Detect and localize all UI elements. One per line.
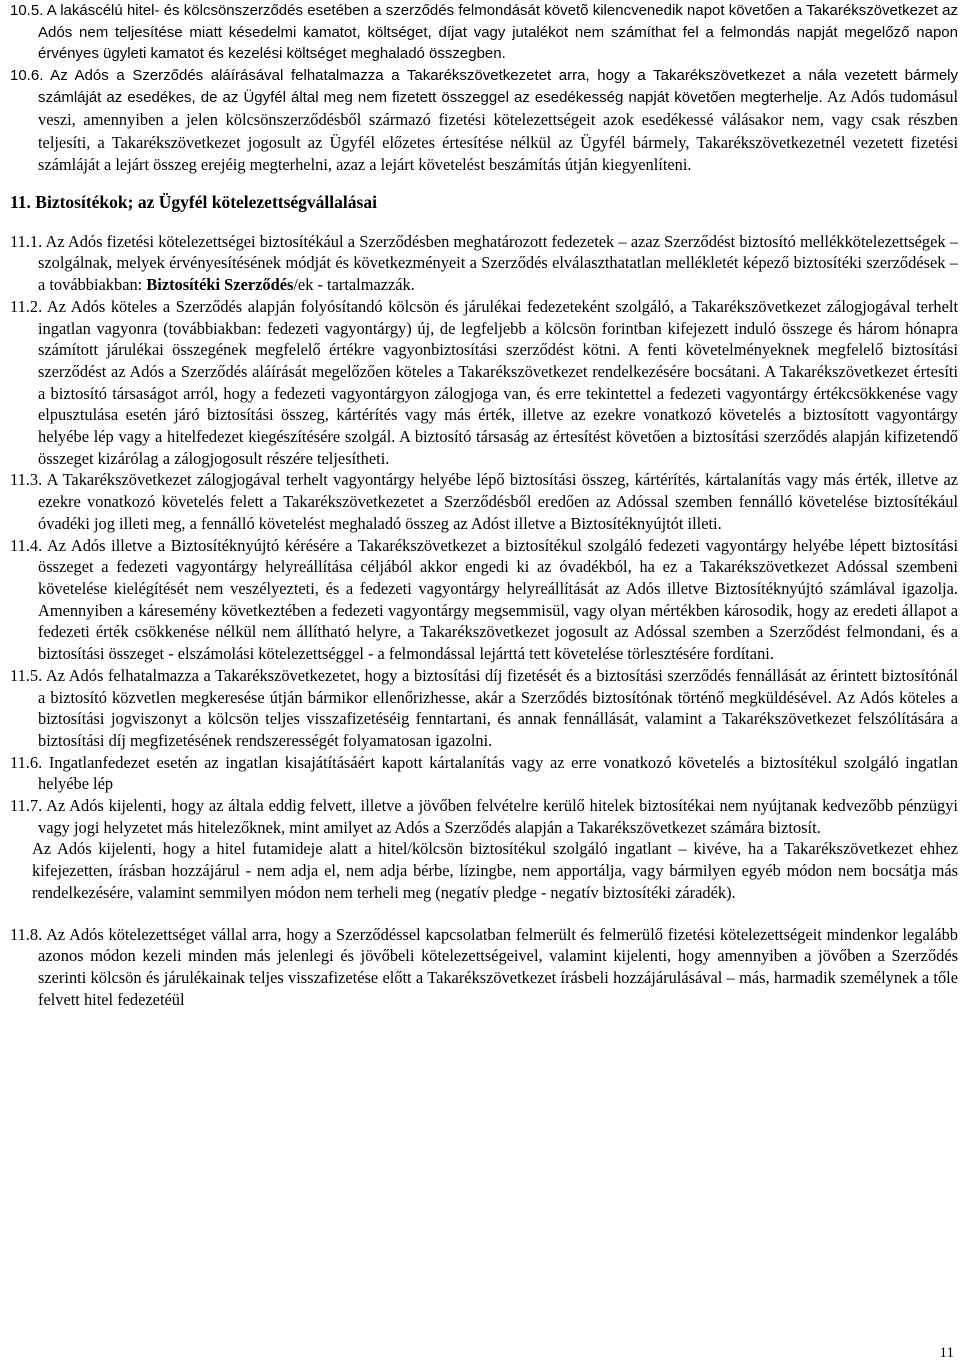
paragraph-11-8 <box>10 924 958 1011</box>
paragraph-10-6 <box>10 65 958 177</box>
page-number: 11 <box>939 1345 954 1361</box>
section-number: 11.8. <box>10 924 43 944</box>
paragraph-text: Az Adós felhatalmazza a Takarékszövetkezetet, hogy a biztosítási díj fizetését és a biztosítási szerződés fennállását az érintett biztosítónál a biztosító közvetlen megkeresése útján bármikor ellenőrizhesse, akár a Szerződés biztosítónak történő megküldésével. Az Adós köteles a biztosítási jogviszonyt a kölcsön teljes visszafizetéséig fenntartani, és annak fennállását, valamint a Takarékszövetkezet felszólítására a biztosítási díj megfizetésének rendszerességét folyamatosan igazolni. <box>38 665 958 750</box>
paragraph-text: A Takarékszövetkezet zálogjogával terhelt vagyontárgy helyébe lépő biztosítási összeg, kártérítés, kártalanítás vagy más érték, illetve az ezekre vonatkozó követelés felett a Takarékszövetkezetet a Szerződésből eredően az Adóssal szemben fennálló követelése biztosítékául óvadéki jog illeti meg, a fennálló követelést meghaladó összeg az Adóst illetve a Biztosítéknyújtót illeti. <box>38 470 958 533</box>
section-number: 10.5. <box>10 2 44 19</box>
paragraph-11-1 <box>10 231 958 296</box>
section-number: 11.5. <box>10 665 43 685</box>
section-number: 11.6. <box>10 752 43 772</box>
section-number: 10.6. <box>10 66 44 84</box>
document-page <box>10 0 958 1010</box>
paragraph-11-6 <box>10 752 958 795</box>
paragraph-text: Az Adós kötelezettséget vállal arra, hogy a Szerződéssel kapcsolatban felmerült és felmerülő fizetési kötelezettségeit mindenkor legalább azonos módon kezeli minden más jelenlegi és jövőbeli kötelezettségeivel, valamint kijelenti, hogy amennyiben a jövőben a Szerződés szerinti kölcsön és járulékainak teljes visszafizetése előtt a Takarékszövetkezet írásbeli hozzájárulásával – más, harmadik személynek a tőle felvett hitel fedezetéül <box>38 924 958 1009</box>
paragraph-text: Az Adós köteles a Szerződés alapján folyósítandó kölcsön és járulékai fedezeteként szolgáló, a Takarékszövetkezet zálogjogával terhelt ingatlan vagyonra (továbbiakban: fedezeti vagyontárgy) új, de legfeljebb a kölcsön forintban kifejezett induló összege és három hónapra számított járulékai összegének megfelelő értékre vagyonbiztosítási szerződést kötni. A fenti követelményeknek megfelelő biztosítási szerződést az Adós a Szerződés aláírását megelőzően köteles a Takarékszövetkezet rendelkezésére bocsátani. A Takarékszövetkezet értesíti a biztosító társaságot arról, hogy a fedezeti vagyontárgyon zálogjoga van, és erre tekintettel a fedezeti vagyontárgy értékcsökkenése vagy elpusztulása esetén járó biztosítási összeg, kártérítés vagy más érték, illetve az ezekre vonatkozó követelés a biztosított vagyontárgy helyébe lép vagy a hitelfedezet kiegészítésére szolgál. A biztosító társaság az értesítést követően a biztosítási szerződés alapján kifizetendő összeget kizárólag a zálogjogosult részére teljesítheti. <box>38 296 958 468</box>
paragraph-11-4 <box>10 535 958 665</box>
paragraph-10-5 <box>10 0 958 65</box>
paragraph-11-5 <box>10 665 958 752</box>
section-number: 11.3. <box>10 470 43 490</box>
section-number: 11.7. <box>10 796 43 816</box>
paragraph-text: Az Adós illetve a Biztosítéknyújtó kérésére a Takarékszövetkezet a biztosítékul szolgáló fedezeti vagyontárgy helyébe lépett biztosítási összeget a fedezeti vagyontárgy helyreállítása céljából akkor engedi ki az óvadékból, ha ez a Takarékszövetkezet Adóssal szembeni követelése kielégítését nem veszélyezteti, és a fedezeti vagyontárgy helyreállítását az Adós illetve Biztosítéknyújtó számlával igazolja. Amennyiben a káresemény következtében a fedezeti vagyontárgy megsemmisül, vagy olyan mértékben károsodik, hogy az eredeti állapot a fedezeti érték csökkenése nélkül nem állítható helyre, a Takarékszövetkezet jogosult az Adóssal szemben a Szerződést felmondani, és a biztosítási összeget - elszámolási kötelezettséggel - a felmondással lejárttá tett követelése törlesztésére fordítani. <box>38 535 958 664</box>
paragraph-11-7-continuation: Az Adós kijelenti, hogy a hitel futamideje alatt a hitel/kölcsön biztosítékul szolgáló ingatlant – kivéve, ha a Takarékszövetkezet ehhez kifejezetten, írásban hozzájárul - nem adja el, nem adja bérbe, lízingbe, nem apportálja, vagy bármilyen egyéb módon nem bocsátja más rendelkezésére, valamint semmilyen módon nem terheli meg (negatív pledge - negatív biztosítéki záradék). <box>32 839 958 902</box>
section-number: 11.2. <box>10 296 43 316</box>
paragraph-11-2 <box>10 296 958 470</box>
paragraph-11-3 <box>10 469 958 534</box>
section-number: 11.1. <box>10 231 43 251</box>
paragraph-text-sans: Az Adós a Szerződés aláírásával felhatalmazza a Takarékszövetkezetet arra, hogy a Takarékszövetkezet a nála vezetett bármely számláját az esedékes, de az Ügyfél által meg nem fizetett összeggel az esedékesség napját követően megterhelje. <box>38 66 958 107</box>
paragraph-text-serif: Az Adós tudomásul veszi, amennyiben a jelen kölcsönszerződésből származó fizetési kötelezettségeit azok esedékessé válásakor nem, vagy csak részben teljesíti, a Takarékszövetkezet jogosult az Ügyfél előzetes értesítése nélkül az Ügyfél bármely, Takarékszövetkezetnél vezetett fizetési számláját a lejárt összeg erejéig megterhelni, azaz a lejárt követelést beszámítás útján kiegyenlíteni. <box>38 87 958 175</box>
paragraph-text: Az Adós kijelenti, hogy az általa eddig felvett, illetve a jövőben felvételre kerülő hitelek biztosítékai nem nyújtanak kedvezőbb pénzügyi vagy jogi helyzetet más hitelezőknek, mint amilyet az Adós a Szerződés alapján a Takarékszövetkezet számára biztosít. <box>38 796 958 837</box>
paragraph-11-7 <box>10 795 958 838</box>
paragraph-text-end: /ek - tartalmazzák. <box>293 275 415 295</box>
paragraph-text: Az Adós fizetési kötelezettségei biztosítékául a Szerződésben meghatározott fedezetek – azaz Szerződést biztosító mellékkötelezettségek – szolgálnak, melyek érvényesítésének módját és következményeit a Szerződés elválaszthatatlan mellékletét képező biztosítéki szerződések – a továbbiakban: <box>38 231 958 295</box>
section-heading-11: 11. Biztosítékok; az Ügyfél kötelezettségvállalásai <box>10 191 377 212</box>
section-number: 11.4. <box>10 535 43 555</box>
bold-term: Biztosítéki Szerződés <box>146 275 294 295</box>
paragraph-text: A lakáscélú hitel- és kölcsönszerződés esetében a szerződés felmondását követõ kilencvenedik napot követően a Takarékszövetkezet az Adós nem teljesítése miatt késedelmi kamatot, költséget, díjat vagy jutalékot nem számíthat fel a felmondás napját megelőző napon érvényes ügyleti kamatot és kezelési költséget meghaladó összegben. <box>38 2 958 63</box>
paragraph-text: Ingatlanfedezet esetén az ingatlan kisajátításáért kapott kártalanítás vagy az erre vonatkozó követelés a biztosítékul szolgáló ingatlan helyébe lép <box>38 752 958 794</box>
